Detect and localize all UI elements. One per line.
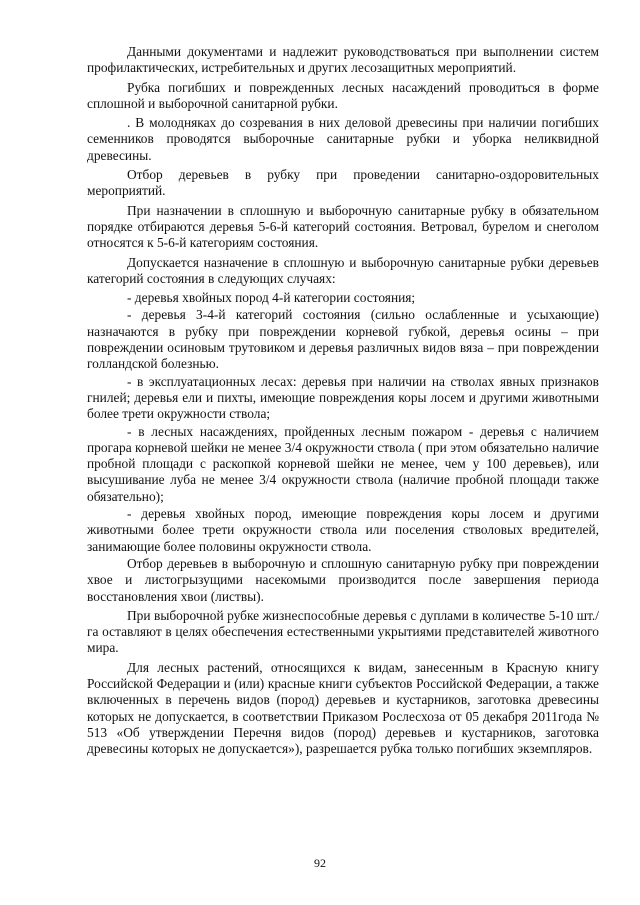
list-item: - деревья хвойных пород, имеющие повреждения коры лосем и другими животными более трети окружности ствола или поселения стволовых вредителей, занимающие более половины окружности ствола. <box>87 506 599 554</box>
paragraph: Рубка погибших и поврежденных лесных насаждений проводиться в форме сплошной и выборочной санитарной рубки. <box>87 79 599 111</box>
list-item: - в лесных насаждениях, пройденных лесным пожаром - деревья с наличием прогара корневой шейки не менее 3/4 окружности ствола ( при этом обязательно наличие пробной площади с раскопкой корневой шейки не менее, чем у 100 деревьев), или высушивание луба не менее 3/4 окружности ствола (наличие пробной площади также обязательно); <box>87 423 599 504</box>
paragraph: Отбор деревьев в выборочную и сплошную санитарную рубку при повреждении хвое и листогрызущими насекомыми производится после завершения периода восстановления хвои (листвы). <box>87 555 599 604</box>
page-number: 92 <box>314 856 326 870</box>
paragraph: Данными документами и надлежит руководствоваться при выполнении систем профилактических, истребительных и других лесозащитных мероприятий. <box>87 44 599 76</box>
list-item: - в эксплуатационных лесах: деревья при наличии на стволах явных признаков гнилей; деревья ели и пихты, имеющие повреждения коры лосем и другими животными более трети окружности ствола; <box>87 373 599 422</box>
paragraph: Допускается назначение в сплошную и выборочную санитарные рубки деревьев категорий состояния в следующих случаях: <box>87 254 599 286</box>
paragraph: При выборочной рубке жизнеспособные деревья с дуплами в количестве 5-10 шт./га оставляют в целях обеспечения естественными укрытиями представителей животного мира. <box>87 607 599 656</box>
paragraph: . В молодняках до созревания в них деловой древесины при наличии погибших семенников проводятся выборочные санитарные рубки и уборка неликвидной древесины. <box>87 115 599 163</box>
list-item: - деревья хвойных пород 4-й категории состояния; <box>127 290 416 306</box>
list-item: - деревья 3-4-й категорий состояния (сильно ослабленные и усыхающие) назначаются в рубку при повреждении корневой губкой, деревья осины – при повреждении осиновым трутовиком и деревья различных видов вяза – при повреждении голландской болезнью. <box>87 307 599 372</box>
paragraph: Для лесных растений, относящихся к видам, занесенным в Красную книгу Российской Федерации и (или) красные книги субъектов Российской Федерации, а также включенных в перечень видов (пород) деревьев и кустарников, заготовка древесины которых не допускается, в соответствии Приказом Рослесхоза от 05 декабря 2011года № 513 «Об утверждении Перечня видов (пород) деревьев и кустарников, заготовка древесины которых не допускается»), разрешается рубка только погибших экземпляров. <box>87 659 599 757</box>
paragraph: Отбор деревьев в рубку при проведении санитарно-оздоровительных мероприятий. <box>87 167 599 199</box>
paragraph: При назначении в сплошную и выборочную санитарные рубку в обязательном порядке отбираются деревья 5-6-й категорий состояния. Ветровал, бурелом и снеголом относятся к 5-6-й категориям состояния. <box>87 202 599 251</box>
document-body <box>87 44 599 760</box>
